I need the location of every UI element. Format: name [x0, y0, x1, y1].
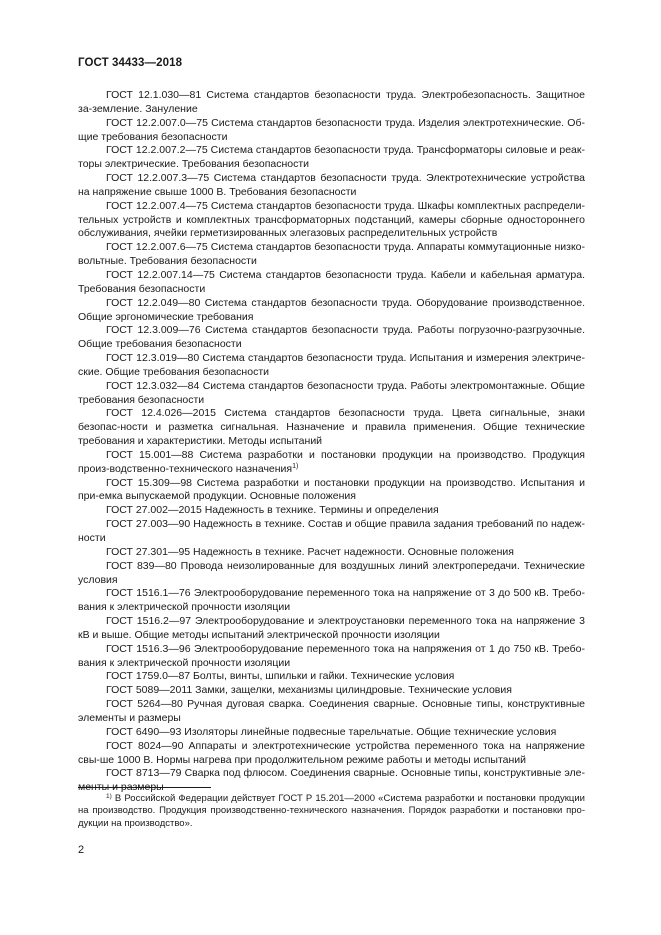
reference-item [78, 643, 585, 671]
normative-references-list [78, 89, 585, 795]
reference-text: ГОСТ 1516.1—76 Электрооборудование переменного тока на напряжение от 3 до 500 кВ. Требо-вания к электрической прочности изоляции [78, 587, 585, 614]
reference-item [78, 269, 585, 297]
reference-text: ГОСТ 8024—90 Аппараты и электротехнические устройства переменного тока на напряжение свы-ше 1000 В. Нормы нагрева при продолжительном режиме работы и методы испытаний [78, 739, 585, 766]
reference-item [78, 144, 585, 172]
reference-text: ГОСТ 8713—79 Сварка под флюсом. Соединения сварные. Основные типы, конструктивные эле-менты и размеры [78, 767, 585, 794]
reference-text: ГОСТ 12.2.007.2—75 Система стандартов безопасности труда. Трансформаторы силовые и реак-торы электрические. Требования безопасности [78, 144, 585, 171]
reference-text: ГОСТ 12.3.032—84 Система стандартов безопасности труда. Работы электромонтажные. Общие требования безопасности [78, 379, 585, 406]
reference-text: ГОСТ 27.301—95 Надежность в технике. Расчет надежности. Основные положения [106, 545, 514, 558]
document-header: ГОСТ 34433—2018 [78, 57, 183, 69]
reference-text: ГОСТ 5089—2011 Замки, защелки, механизмы цилиндровые. Технические условия [106, 684, 512, 697]
reference-item [78, 546, 585, 560]
reference-item [78, 504, 585, 518]
reference-item [78, 477, 585, 505]
reference-text: ГОСТ 27.002—2015 Надежность в технике. Термины и определения [106, 504, 439, 517]
page-number: 2 [78, 844, 85, 856]
reference-item [78, 89, 585, 117]
reference-item [78, 297, 585, 325]
footnote [78, 793, 585, 830]
reference-text: ГОСТ 12.3.009—76 Система стандартов безопасности труда. Работы погрузочно-разгрузочные. Общие требования безопасности [78, 324, 585, 351]
reference-item [78, 449, 585, 477]
reference-item [78, 587, 585, 615]
footnote-text: В Российской Федерации действует ГОСТ Р 15.201—2000 «Система разработки и постановки продукции на производство. Продукция производственно-технического назначения. Порядок разработки и постановки про-дукции на производство». [78, 793, 585, 829]
reference-text: ГОСТ 15.309—98 Система разработки и постановки продукции на производство. Испытания и при-емка выпускаемой продукции. Основные положения [78, 476, 585, 503]
reference-item [78, 698, 585, 726]
reference-text: ГОСТ 839—80 Провода неизолированные для воздушных линий электропередачи. Технические условия [78, 559, 585, 586]
footnote-separator [78, 787, 211, 788]
reference-text: ГОСТ 5264—80 Ручная дуговая сварка. Соединения сварные. Основные типы, конструктивные элементы и размеры [78, 698, 585, 724]
reference-item [78, 740, 585, 768]
footnote-marker: 1) [292, 462, 299, 470]
reference-item [78, 407, 585, 449]
reference-text: ГОСТ 12.3.019—80 Система стандартов безопасности труда. Испытания и измерения электриче-ские. Общие требования безопасности [78, 352, 585, 378]
reference-text: ГОСТ 12.1.030—81 Система стандартов безопасности труда. Электробезопасность. Защитное за-земление. Зануление [78, 89, 585, 115]
footnote-marker: 1) [106, 793, 112, 800]
reference-text: ГОСТ 12.2.007.0—75 Система стандартов безопасности труда. Изделия электротехнические. Об-щие требования безопасности [78, 116, 585, 143]
reference-text: ГОСТ 12.2.007.3—75 Система стандартов безопасности труда. Электротехнические устройства на напряжение свыше 1000 В. Требования безопасности [78, 172, 585, 198]
reference-text: ГОСТ 1516.3—96 Электрооборудование переменного тока на напряжения от 1 до 750 кВ. Требо-вания к электрической прочности изоляции [78, 642, 585, 669]
reference-text: ГОСТ 12.4.026—2015 Система стандартов безопасности труда. Цвета сигнальные, знаки безопас-ности и разметка сигнальная. Назначение и правила применения. Общие технические требования и характеристики. Методы испытаний [78, 407, 585, 448]
reference-text: ГОСТ 12.2.007.6—75 Система стандартов безопасности труда. Аппараты коммутационные низко-вольтные. Требования безопасности [78, 241, 585, 268]
reference-item [78, 726, 585, 740]
reference-text: ГОСТ 27.003—90 Надежность в технике. Состав и общие правила задания требований по надеж-ности [78, 518, 585, 544]
reference-text: ГОСТ 1516.2—97 Электрооборудование и электроустановки переменного тока на напряжение 3 кВ и выше. Общие методы испытаний электрической прочности изоляции [78, 615, 585, 641]
reference-text: ГОСТ 6490—93 Изоляторы линейные подвесные тарельчатые. Общие технические условия [106, 725, 557, 738]
reference-item [78, 670, 585, 684]
reference-item [78, 518, 585, 546]
reference-text: ГОСТ 12.2.007.4—75 Система стандартов безопасности труда. Шкафы комплектных распредели-тельных устройств и комплектных трансформаторных подстанций, камеры сборные одностороннего обслуживания, ячейки герметизированных элегазовых распределительных устройств [78, 199, 585, 240]
reference-item [78, 615, 585, 643]
reference-item [78, 117, 585, 145]
reference-text: ГОСТ 12.2.007.14—75 Система стандартов безопасности труда. Кабели и кабельная арматура. Требования безопасности [78, 268, 585, 295]
reference-item [78, 767, 585, 795]
reference-item [78, 200, 585, 242]
reference-text: ГОСТ 1759.0—87 Болты, винты, шпильки и гайки. Технические условия [106, 670, 455, 683]
reference-item [78, 684, 585, 698]
reference-text: ГОСТ 15.001—88 Система разработки и постановки продукции на производство. Продукция произ-водственно-технического назначения [78, 448, 585, 475]
reference-text: ГОСТ 12.2.049—80 Система стандартов безопасности труда. Оборудование производственное. Общие эргономические требования [78, 296, 585, 323]
reference-item [78, 241, 585, 269]
reference-item [78, 172, 585, 200]
reference-item [78, 352, 585, 380]
reference-item [78, 380, 585, 408]
reference-item [78, 324, 585, 352]
reference-item [78, 560, 585, 588]
